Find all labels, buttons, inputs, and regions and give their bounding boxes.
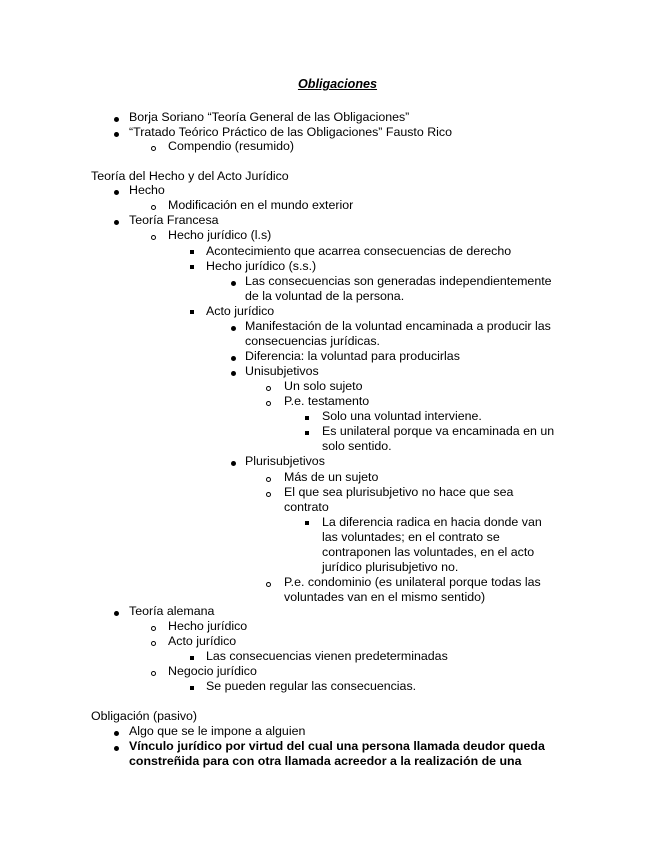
- text-line: Más de un sujeto: [284, 470, 379, 484]
- section-heading: Teoría del Hecho y del Acto Jurídico: [91, 169, 289, 183]
- text-line: Solo una voluntad interviene.: [322, 409, 482, 423]
- text-line: Las consecuencias son generadas independientemente: [245, 274, 552, 288]
- text-line: Diferencia: la voluntad para producirlas: [245, 349, 460, 363]
- bullet-dot: [114, 220, 119, 225]
- text-line: Hecho: [129, 183, 165, 197]
- text-line: contraponen las voluntades, en el acto: [322, 545, 535, 559]
- bullet-dot: [231, 281, 236, 286]
- text-line: Hecho jurídico: [168, 619, 248, 633]
- text-line: Teoría Francesa: [129, 213, 219, 227]
- bullet-circle: [266, 401, 271, 406]
- page-title: Obligaciones: [297, 77, 378, 91]
- bullet-dot: [114, 611, 119, 616]
- bullet-square: [305, 521, 309, 525]
- text-line: Acontecimiento que acarrea consecuencias de derecho: [206, 244, 512, 258]
- text-line: Modificación en el mundo exterior: [168, 198, 354, 212]
- text-line: Plurisubjetivos: [245, 454, 325, 468]
- bullet-dot: [231, 461, 236, 466]
- text-line: El que sea plurisubjetivo no hace que sea: [284, 485, 514, 499]
- bullet-circle: [266, 386, 271, 391]
- text-line-bold: Vínculo jurídico por virtud del cual una persona llamada deudor queda: [129, 739, 545, 753]
- section-heading: Obligación (pasivo): [91, 709, 198, 723]
- text-line: P.e. condominio (es unilateral porque todas las: [284, 575, 541, 589]
- bullet-dot: [231, 371, 236, 376]
- bullet-dot: [231, 326, 236, 331]
- bullet-circle: [151, 235, 156, 240]
- bullet-circle: [266, 477, 271, 482]
- bullet-square: [305, 431, 309, 435]
- bullet-dot: [114, 117, 119, 122]
- text-line-bold: constreñida para con otra llamada acreedor a la realización de una: [129, 754, 522, 768]
- bullet-square: [190, 250, 194, 254]
- text-line: Teoría alemana: [129, 604, 215, 618]
- text-line: Compendio (resumido): [168, 139, 295, 153]
- bullet-circle: [151, 641, 156, 646]
- text-line: “Tratado Teórico Práctico de las Obligaciones” Fausto Rico: [129, 125, 452, 139]
- bullet-dot: [114, 731, 119, 736]
- text-line: voluntades van en el mismo sentido): [284, 590, 486, 604]
- bullet-circle: [151, 146, 156, 151]
- text-line: jurídico plurisubjetivo no.: [322, 560, 459, 574]
- text-line: Las consecuencias vienen predeterminadas: [206, 649, 448, 663]
- bullet-circle: [266, 492, 271, 497]
- bullet-circle: [151, 626, 156, 631]
- text-line: Borja Soriano “Teoría General de las Obligaciones”: [129, 110, 410, 124]
- bullet-dot: [114, 132, 119, 137]
- text-line: Manifestación de la voluntad encaminada a producir las: [245, 319, 551, 333]
- bullet-circle: [266, 582, 271, 587]
- text-line: Acto jurídico: [168, 634, 237, 648]
- bullet-dot: [114, 746, 119, 751]
- text-line: de la voluntad de la persona.: [245, 289, 405, 303]
- text-line: Acto jurídico: [206, 304, 275, 318]
- text-line: Hecho jurídico (l.s): [168, 228, 272, 242]
- bullet-dot: [114, 190, 119, 195]
- bullet-circle: [151, 671, 156, 676]
- text-line: solo sentido.: [322, 439, 392, 453]
- text-line: P.e. testamento: [284, 394, 370, 408]
- text-line: La diferencia radica en hacia donde van: [322, 515, 542, 529]
- text-line: consecuencias jurídicas.: [245, 334, 380, 348]
- bullet-square: [190, 265, 194, 269]
- text-line: Un solo sujeto: [284, 379, 363, 393]
- text-line: las voluntades; en el contrato se: [322, 530, 500, 544]
- text-line: Es unilateral porque va encaminada en un: [322, 424, 555, 438]
- text-line: Se pueden regular las consecuencias.: [206, 679, 417, 693]
- bullet-square: [190, 686, 194, 690]
- text-line: Hecho jurídico (s.s.): [206, 259, 317, 273]
- text-line: Unisubjetivos: [245, 364, 319, 378]
- bullet-circle: [151, 205, 156, 210]
- text-line: Negocio jurídico: [168, 664, 257, 678]
- bullet-square: [190, 310, 194, 314]
- bullet-square: [305, 416, 309, 420]
- text-line: contrato: [284, 500, 329, 514]
- bullet-dot: [231, 356, 236, 361]
- bullet-square: [190, 656, 194, 660]
- text-line: Algo que se le impone a alguien: [129, 724, 306, 738]
